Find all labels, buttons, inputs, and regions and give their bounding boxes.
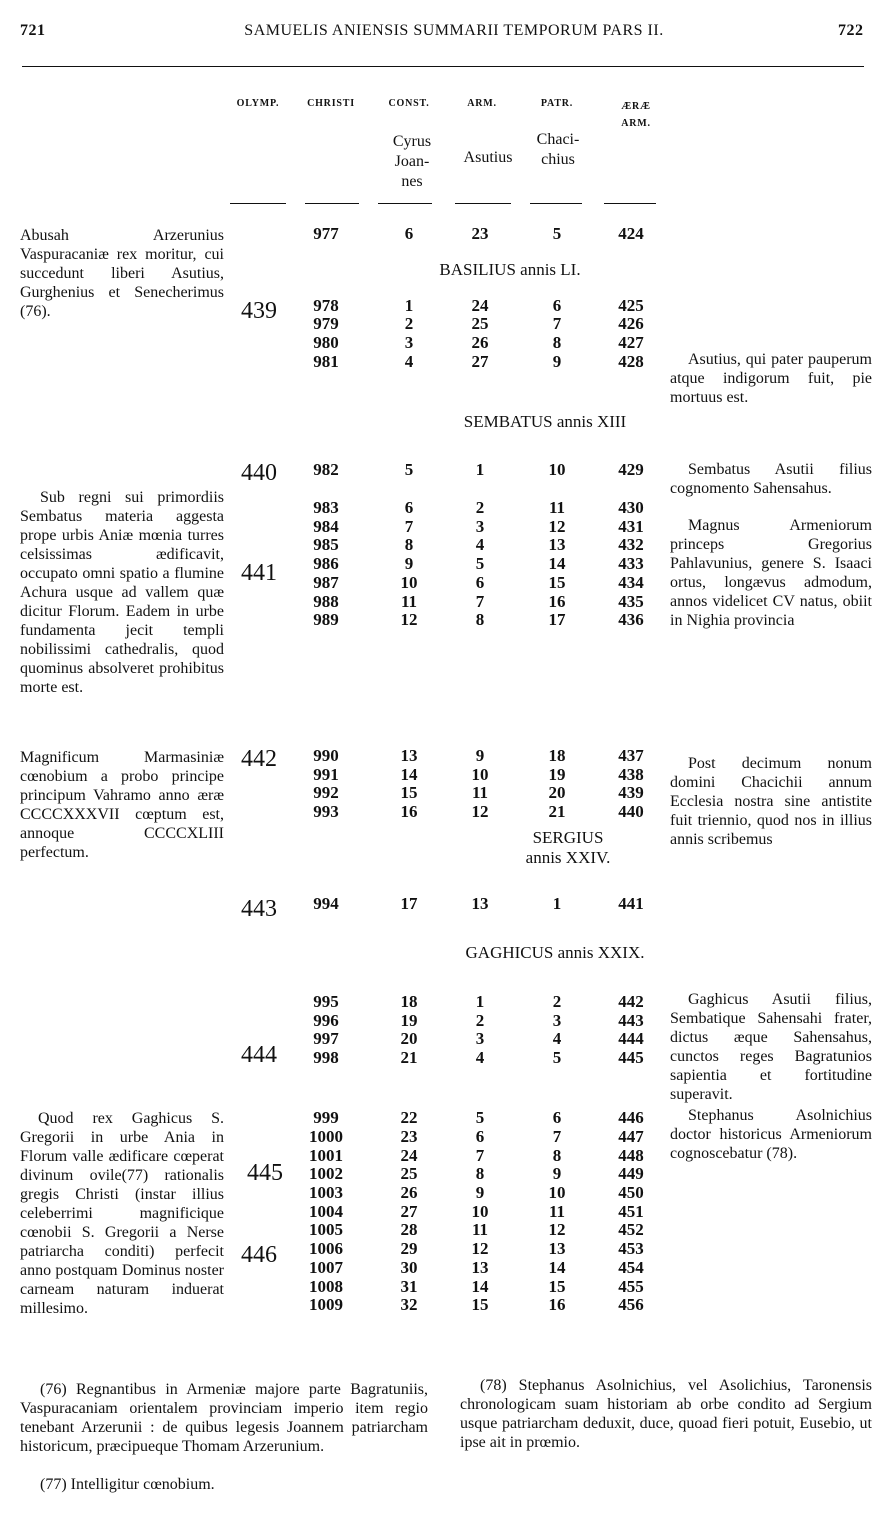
cell-const: 4 bbox=[404, 352, 414, 371]
cell-christi: 995 bbox=[313, 992, 339, 1011]
cell-christi: 1005 bbox=[309, 1220, 343, 1239]
cell-aerae: 424 bbox=[618, 224, 644, 243]
cell-arm: 9 bbox=[475, 1183, 485, 1202]
note-post: Post decimum nonum domini Chacichii annum Ecclesia nostra sine antistite fuit triennio, quod nos in illius annis scribemus bbox=[670, 755, 872, 848]
cell-arm: 5 bbox=[475, 1108, 485, 1127]
cell-patr: 7 bbox=[552, 1127, 562, 1146]
cell-patr: 2 bbox=[552, 992, 562, 1011]
cell-aerae: 432 bbox=[618, 535, 644, 554]
cell-arm: 10 bbox=[471, 765, 489, 784]
cell-christi: 980 bbox=[313, 333, 339, 352]
note-marmasinia: Magnificum Marmasiniæ cœnobium a probo principe principum Vahramo anno æræ CCCCXXXVII cœptum est, annoque CCCCXLIII perfectum. bbox=[20, 749, 224, 861]
cell-christi: 1000 bbox=[309, 1127, 343, 1146]
cell-aerae: 429 bbox=[618, 460, 644, 479]
cell-christi: 985 bbox=[313, 535, 339, 554]
cell-aerae: 456 bbox=[618, 1295, 644, 1314]
cell-aerae: 428 bbox=[618, 352, 644, 371]
cell-const: 28 bbox=[400, 1220, 418, 1239]
cell-arm: 24 bbox=[471, 296, 489, 315]
cell-patr: 8 bbox=[552, 333, 562, 352]
cell-arm: 4 bbox=[475, 1048, 485, 1067]
olymp-442: 442 bbox=[241, 746, 277, 772]
cell-arm: 27 bbox=[471, 352, 489, 371]
cell-christi: 984 bbox=[313, 517, 339, 536]
col-rule-arm bbox=[455, 203, 511, 204]
col-rule-olymp bbox=[230, 203, 286, 204]
cell-christi: 1008 bbox=[309, 1277, 343, 1296]
cell-const: 5 bbox=[404, 460, 414, 479]
cell-aerae: 442 bbox=[618, 992, 644, 1011]
note-magnus: Magnus Armeniorum princeps Gregorius Pahlavunius, genere S. Isaaci ortus, longævus admodum, annos videlicet CV natus, obiit in Nighia provincia bbox=[670, 517, 872, 629]
page-number-right: 722 bbox=[838, 22, 864, 39]
cell-patr: 13 bbox=[548, 1239, 566, 1258]
cell-arm: 2 bbox=[475, 1011, 485, 1030]
cell-patr: 19 bbox=[548, 765, 566, 784]
footnote-76: (76) Regnantibus in Armeniæ majore parte Bagratuniis, Vaspuracaniam orientalem provinciam imperio item regio tenebant Arzerunii : de quibus legesis Joannem patriarcham historicum, præcipueque Thomam Arzerunium. bbox=[20, 1381, 428, 1455]
cell-christi: 986 bbox=[313, 554, 339, 573]
cell-const: 6 bbox=[404, 224, 414, 243]
cell-const: 17 bbox=[400, 894, 418, 913]
arm-name: Asutius bbox=[463, 149, 513, 166]
cell-const: 2 bbox=[404, 314, 414, 333]
cell-christi: 983 bbox=[313, 498, 339, 517]
olymp-443: 443 bbox=[241, 896, 277, 922]
note-abusah: Abusah Arzerunius Vaspuracaniæ rex moritur, cui succedunt liberi Asutius, Gurghenius et Senecherimus (76). bbox=[20, 227, 224, 320]
cell-aerae: 431 bbox=[618, 517, 644, 536]
cell-christi: 994 bbox=[313, 894, 339, 913]
col-rule-const bbox=[378, 203, 432, 204]
reign-basilius: BASILIUS annis LI. bbox=[439, 260, 581, 279]
cell-aerae: 427 bbox=[618, 333, 644, 352]
cell-aerae: 439 bbox=[618, 783, 644, 802]
cell-arm: 7 bbox=[475, 1146, 485, 1165]
reign-sembatus: SEMBATUS annis XIII bbox=[463, 412, 627, 431]
cell-arm: 1 bbox=[475, 460, 485, 479]
reign-sergius: SERGIUS annis XXIV. bbox=[525, 828, 611, 867]
col-head-olymp: OLYMP. bbox=[236, 98, 280, 109]
cell-patr: 1 bbox=[552, 894, 562, 913]
cell-christi: 979 bbox=[313, 314, 339, 333]
cell-patr: 5 bbox=[552, 224, 562, 243]
col-rule-aerae bbox=[604, 203, 656, 204]
cell-arm: 23 bbox=[471, 224, 489, 243]
cell-arm: 13 bbox=[471, 1258, 489, 1277]
cell-aerae: 449 bbox=[618, 1164, 644, 1183]
cell-patr: 12 bbox=[548, 517, 566, 536]
cell-patr: 14 bbox=[548, 554, 566, 573]
note-gaghicus-son: Gaghicus Asutii filius, Sembatique Sahensahi frater, dictus æque Sahensahus, cunctos reges Bagratunios sapientia et fortitudine superavit. bbox=[670, 991, 872, 1103]
col-head-patr: PATR. bbox=[540, 98, 574, 109]
cell-aerae: 443 bbox=[618, 1011, 644, 1030]
cell-christi: 1004 bbox=[309, 1202, 343, 1221]
cell-patr: 15 bbox=[548, 1277, 566, 1296]
olymp-444: 444 bbox=[241, 1042, 277, 1068]
cell-patr: 3 bbox=[552, 1011, 562, 1030]
cell-patr: 12 bbox=[548, 1220, 566, 1239]
cell-aerae: 446 bbox=[618, 1108, 644, 1127]
cell-patr: 9 bbox=[552, 1164, 562, 1183]
cell-patr: 18 bbox=[548, 746, 566, 765]
cell-arm: 11 bbox=[471, 783, 489, 802]
note-sembatus-son: Sembatus Asutii filius cognomento Sahensahus. bbox=[670, 461, 872, 497]
cell-const: 25 bbox=[400, 1164, 418, 1183]
cell-patr: 11 bbox=[548, 498, 566, 517]
cell-const: 1 bbox=[404, 296, 414, 315]
cell-patr: 4 bbox=[552, 1029, 562, 1048]
cell-christi: 1009 bbox=[309, 1295, 343, 1314]
cell-patr: 10 bbox=[548, 460, 566, 479]
olymp-440: 440 bbox=[241, 460, 277, 486]
olymp-446: 446 bbox=[241, 1242, 277, 1268]
cell-patr: 10 bbox=[548, 1183, 566, 1202]
cell-const: 13 bbox=[400, 746, 418, 765]
cell-aerae: 452 bbox=[618, 1220, 644, 1239]
cell-const: 32 bbox=[400, 1295, 418, 1314]
cell-christi: 1006 bbox=[309, 1239, 343, 1258]
col-head-christi: CHRISTI bbox=[307, 98, 355, 109]
cell-const: 27 bbox=[400, 1202, 418, 1221]
cell-aerae: 453 bbox=[618, 1239, 644, 1258]
col-rule-christi bbox=[305, 203, 359, 204]
cell-arm: 11 bbox=[471, 1220, 489, 1239]
reign-gaghicus: GAGHICUS annis XXIX. bbox=[465, 943, 645, 962]
page-number-left: 721 bbox=[20, 22, 46, 39]
const-name: Cyrus Joan-nes bbox=[392, 133, 432, 190]
cell-christi: 991 bbox=[313, 765, 339, 784]
cell-patr: 21 bbox=[548, 802, 566, 821]
cell-christi: 1003 bbox=[309, 1183, 343, 1202]
cell-patr: 8 bbox=[552, 1146, 562, 1165]
cell-christi: 978 bbox=[313, 296, 339, 315]
note-gaghicus-cathedral: Quod rex Gaghicus S. Gregorii in urbe Ania in Florum valle ædificare cœperat divinum ovile(77) rationalis gregis Christi (instar illius celeberrimi magnificique cœnobii S. Gregorii a Nerse patriarcha conditi) perfecit anno postquam Dominus noster carneam naturam induerat millesimo. bbox=[20, 1110, 224, 1317]
olymp-439: 439 bbox=[241, 298, 277, 324]
cell-const: 9 bbox=[404, 554, 414, 573]
cell-const: 26 bbox=[400, 1183, 418, 1202]
cell-arm: 4 bbox=[475, 535, 485, 554]
running-title: SAMUELIS ANIENSIS SUMMARII TEMPORUM PARS II. bbox=[244, 22, 664, 39]
cell-arm: 3 bbox=[475, 1029, 485, 1048]
cell-patr: 5 bbox=[552, 1048, 562, 1067]
cell-const: 19 bbox=[400, 1011, 418, 1030]
cell-patr: 15 bbox=[548, 573, 566, 592]
cell-const: 16 bbox=[400, 802, 418, 821]
cell-aerae: 433 bbox=[618, 554, 644, 573]
cell-patr: 9 bbox=[552, 352, 562, 371]
cell-arm: 25 bbox=[471, 314, 489, 333]
cell-aerae: 430 bbox=[618, 498, 644, 517]
footnote-78: (78) Stephanus Asolnichius, vel Asolichius, Taronensis chronologicam suam historiam ab orbe condito ad Sergium usque patriarcham deduxit, duce, quoad fieri potuit, Eusebio, ut ipse ait in prœmio. bbox=[460, 1377, 872, 1451]
cell-arm: 15 bbox=[471, 1295, 489, 1314]
cell-aerae: 445 bbox=[618, 1048, 644, 1067]
footnote-77: (77) Intelligitur cœnobium. bbox=[40, 1476, 215, 1493]
note-sembatus-towers: Sub regni sui primordiis Sembatus materia aggesta prope urbis Aniæ mœnia turres celsissimas ædificavit, occupato omni spatio a flumine Achura usque ad vallem quæ dicitur Florum. Eadem in urbe fundamenta jecit templi nobilissimi cathedralis, quod quominus absolveret prohibitus morte est. bbox=[20, 489, 224, 696]
cell-christi: 1001 bbox=[309, 1146, 343, 1165]
cell-arm: 5 bbox=[475, 554, 485, 573]
cell-christi: 998 bbox=[313, 1048, 339, 1067]
cell-const: 30 bbox=[400, 1258, 418, 1277]
cell-const: 7 bbox=[404, 517, 414, 536]
cell-christi: 1002 bbox=[309, 1164, 343, 1183]
cell-patr: 16 bbox=[548, 592, 566, 611]
cell-christi: 997 bbox=[313, 1029, 339, 1048]
cell-arm: 10 bbox=[471, 1202, 489, 1221]
cell-aerae: 448 bbox=[618, 1146, 644, 1165]
cell-patr: 6 bbox=[552, 1108, 562, 1127]
cell-aerae: 436 bbox=[618, 610, 644, 629]
cell-aerae: 425 bbox=[618, 296, 644, 315]
cell-aerae: 454 bbox=[618, 1258, 644, 1277]
cell-patr: 16 bbox=[548, 1295, 566, 1314]
cell-christi: 992 bbox=[313, 783, 339, 802]
cell-patr: 17 bbox=[548, 610, 566, 629]
cell-patr: 14 bbox=[548, 1258, 566, 1277]
olymp-441: 441 bbox=[241, 560, 277, 586]
cell-aerae: 437 bbox=[618, 746, 644, 765]
cell-arm: 1 bbox=[475, 992, 485, 1011]
cell-const: 18 bbox=[400, 992, 418, 1011]
cell-arm: 26 bbox=[471, 333, 489, 352]
cell-arm: 7 bbox=[475, 592, 485, 611]
cell-christi: 988 bbox=[313, 592, 339, 611]
cell-aerae: 444 bbox=[618, 1029, 644, 1048]
cell-christi: 982 bbox=[313, 460, 339, 479]
note-asutius: Asutius, qui pater pauperum atque indigorum fuit, pie mortuus est. bbox=[670, 351, 872, 406]
cell-const: 24 bbox=[400, 1146, 418, 1165]
patr-name: Chaci-chius bbox=[536, 131, 580, 168]
col-head-arm: ARM. bbox=[467, 98, 497, 109]
cell-aerae: 447 bbox=[618, 1127, 644, 1146]
col-rule-patr bbox=[530, 203, 582, 204]
cell-const: 3 bbox=[404, 333, 414, 352]
cell-const: 14 bbox=[400, 765, 418, 784]
cell-arm: 9 bbox=[475, 746, 485, 765]
cell-arm: 2 bbox=[475, 498, 485, 517]
cell-patr: 13 bbox=[548, 535, 566, 554]
cell-aerae: 441 bbox=[618, 894, 644, 913]
cell-aerae: 451 bbox=[618, 1202, 644, 1221]
cell-christi: 987 bbox=[313, 573, 339, 592]
cell-christi: 981 bbox=[313, 352, 339, 371]
cell-christi: 993 bbox=[313, 802, 339, 821]
cell-arm: 8 bbox=[475, 1164, 485, 1183]
cell-aerae: 435 bbox=[618, 592, 644, 611]
cell-const: 12 bbox=[400, 610, 418, 629]
cell-const: 22 bbox=[400, 1108, 418, 1127]
cell-const: 10 bbox=[400, 573, 418, 592]
cell-aerae: 438 bbox=[618, 765, 644, 784]
cell-patr: 20 bbox=[548, 783, 566, 802]
cell-christi: 989 bbox=[313, 610, 339, 629]
cell-patr: 6 bbox=[552, 296, 562, 315]
cell-const: 29 bbox=[400, 1239, 418, 1258]
cell-christi: 977 bbox=[313, 224, 339, 243]
cell-arm: 6 bbox=[475, 573, 485, 592]
cell-christi: 999 bbox=[313, 1108, 339, 1127]
cell-aerae: 450 bbox=[618, 1183, 644, 1202]
cell-patr: 11 bbox=[548, 1202, 566, 1221]
cell-aerae: 455 bbox=[618, 1277, 644, 1296]
cell-aerae: 434 bbox=[618, 573, 644, 592]
cell-patr: 7 bbox=[552, 314, 562, 333]
cell-const: 15 bbox=[400, 783, 418, 802]
cell-aerae: 440 bbox=[618, 802, 644, 821]
cell-arm: 14 bbox=[471, 1277, 489, 1296]
cell-const: 11 bbox=[400, 592, 418, 611]
cell-arm: 3 bbox=[475, 517, 485, 536]
cell-const: 31 bbox=[400, 1277, 418, 1296]
header-rule bbox=[22, 66, 864, 67]
cell-const: 6 bbox=[404, 498, 414, 517]
cell-arm: 8 bbox=[475, 610, 485, 629]
cell-christi: 1007 bbox=[309, 1258, 343, 1277]
cell-const: 20 bbox=[400, 1029, 418, 1048]
cell-christi: 996 bbox=[313, 1011, 339, 1030]
col-head-aerae: ÆRÆ ARM. bbox=[621, 101, 651, 129]
cell-const: 23 bbox=[400, 1127, 418, 1146]
cell-arm: 12 bbox=[471, 802, 489, 821]
cell-arm: 12 bbox=[471, 1239, 489, 1258]
cell-const: 8 bbox=[404, 535, 414, 554]
cell-arm: 6 bbox=[475, 1127, 485, 1146]
cell-christi: 990 bbox=[313, 746, 339, 765]
note-stephanus: Stephanus Asolnichius doctor historicus Armeniorum cognoscebatur (78). bbox=[670, 1107, 872, 1162]
olymp-445: 445 bbox=[247, 1160, 283, 1186]
cell-arm: 13 bbox=[471, 894, 489, 913]
col-head-const: CONST. bbox=[388, 98, 430, 109]
cell-const: 21 bbox=[400, 1048, 418, 1067]
cell-aerae: 426 bbox=[618, 314, 644, 333]
